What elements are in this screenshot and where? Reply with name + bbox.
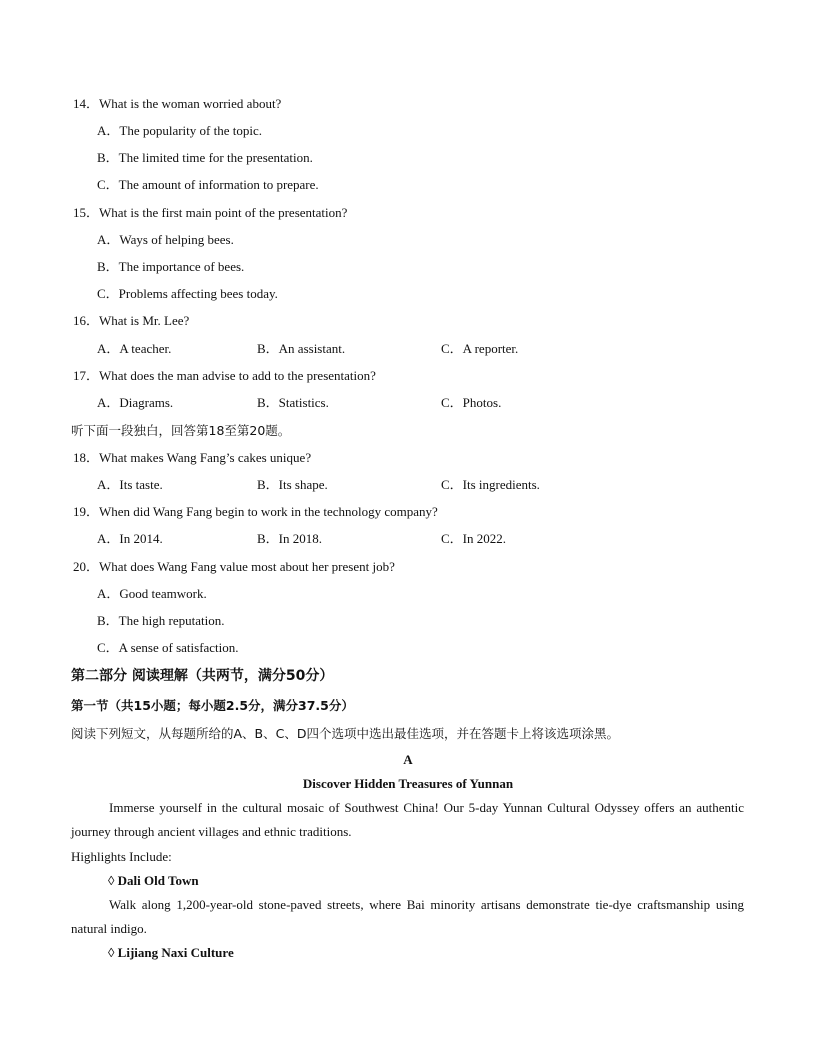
option-14b: B．The limited time for the presentation. [97,150,313,165]
option-19a: A．In 2014. [97,531,163,546]
passage-intro: Immerse yourself in the cultural mosaic of Southwest China! Our 5-day Yunnan Cultural Odyssey offers an authentic journey through ancient villages and ethnic traditions. [71,800,744,839]
option-17c: C．Photos. [441,395,502,410]
question-number: 16． [73,313,100,328]
question-text: What does Wang Fang value most about her present job? [99,559,395,574]
highlight-dali-text: Walk along 1,200-year-old stone-paved streets, where Bai minority artisans demonstrate tie-dye craftsmanship using natural indigo. [71,897,744,936]
question-text: When did Wang Fang begin to work in the technology company? [99,504,438,519]
question-text: What is the first main point of the presentation? [99,205,348,220]
option-18b: B．Its shape. [257,477,328,492]
highlights-label: Highlights Include: [71,849,172,864]
option-16b: B．An assistant. [257,341,346,356]
option-20c: C．A sense of satisfaction. [97,640,239,655]
question-number: 20． [73,559,100,574]
option-14a: A．The popularity of the topic. [97,123,262,138]
question-19 [73,504,438,520]
option-20b: B．The high reputation. [97,613,225,628]
question-number: 18． [73,450,100,465]
listening-instruction: 听下面一段独白，回答第18至第20题。 [71,423,291,438]
question-14 [73,96,281,112]
question-15 [73,205,347,221]
question-number: 17． [73,368,100,383]
highlight-dali-title: ◊ Dali Old Town [108,873,199,888]
question-20 [73,559,395,575]
option-14c: C．The amount of information to prepare. [97,177,319,192]
passage-title: Discover Hidden Treasures of Yunnan [302,776,514,791]
question-16 [73,313,189,329]
option-18c: C．Its ingredients. [441,477,540,492]
option-15a: A．Ways of helping bees. [97,232,234,247]
highlight-lijiang-title: ◊ Lijiang Naxi Culture [108,945,234,960]
passage-letter: A [403,752,413,767]
question-text: What does the man advise to add to the presentation? [99,368,376,383]
option-16c: C．A reporter. [441,341,519,356]
question-number: 14． [73,96,100,111]
option-17a: A．Diagrams. [97,395,174,410]
part2-heading: 第二部分 阅读理解（共两节，满分50分） [71,668,334,684]
section1-heading: 第一节（共15小题；每小题2.5分，满分37.5分） [71,698,354,713]
question-number: 15． [73,205,100,220]
option-19b: B．In 2018. [257,531,323,546]
question-text: What is Mr. Lee? [99,313,190,328]
question-text: What is the woman worried about? [99,96,282,111]
option-20a: A．Good teamwork. [97,586,207,601]
option-15c: C．Problems affecting bees today. [97,286,278,301]
question-number: 19． [73,504,100,519]
question-18 [73,450,311,466]
reading-directions: 阅读下列短文，从每题所给的A、B、C、D四个选项中选出最佳选项，并在答题卡上将该选项涂黑。 [71,726,619,741]
option-18a: A．Its taste. [97,477,163,492]
option-19c: C．In 2022. [441,531,507,546]
option-17b: B．Statistics. [257,395,329,410]
question-17 [73,368,376,384]
option-15b: B．The importance of bees. [97,259,245,274]
option-16a: A．A teacher. [97,341,172,356]
question-text: What makes Wang Fang’s cakes unique? [99,450,312,465]
